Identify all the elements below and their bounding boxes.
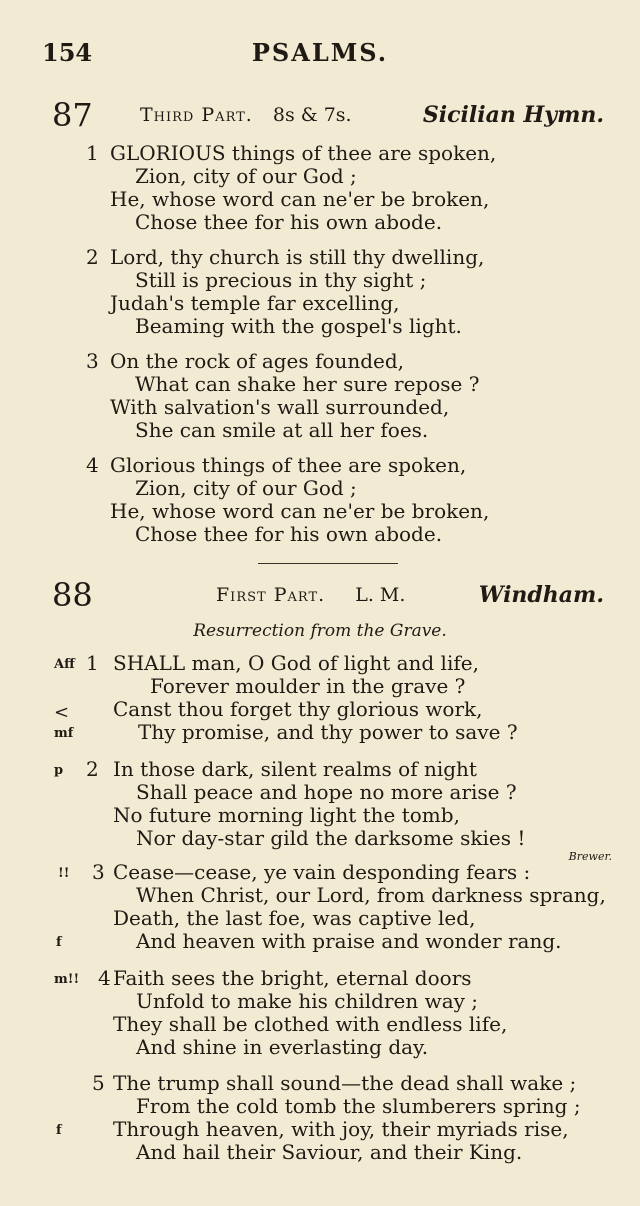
dynamic-mark: !! bbox=[58, 866, 70, 881]
page-title: PSALMS. bbox=[251, 38, 389, 67]
verse-line: He, whose word can ne'er be broken, bbox=[110, 187, 490, 211]
verse-line: Glorious things of thee are spoken, bbox=[110, 453, 467, 477]
dynamic-mark: f bbox=[56, 1123, 62, 1138]
dynamic-mark: m!! bbox=[54, 972, 80, 987]
verse-line: SHALL man, O God of light and life, bbox=[113, 651, 479, 675]
verse-line: Cease—cease, ye vain desponding fears : bbox=[113, 860, 531, 884]
verse-line: They shall be clothed with endless life, bbox=[113, 1012, 508, 1036]
hymn-87-heading bbox=[140, 104, 604, 126]
hymn-88-subtitle: Resurrection from the Grave. bbox=[193, 621, 447, 641]
verse-number: 4 bbox=[86, 453, 99, 477]
verse-line: What can shake her sure repose ? bbox=[135, 372, 480, 396]
hymn-87-tune: Sicilian Hymn. bbox=[422, 102, 604, 128]
verse-line: Unfold to make his children way ; bbox=[136, 989, 479, 1013]
verse-line: Beaming with the gospel's light. bbox=[135, 314, 462, 338]
verse-number: 2 bbox=[86, 757, 99, 781]
verse-line: Nor day-star gild the darksome skies ! bbox=[136, 826, 526, 850]
hymn-88-tune: Windham. bbox=[478, 582, 604, 608]
verse-number: 1 bbox=[86, 651, 99, 675]
tune-credit: Brewer. bbox=[568, 850, 612, 863]
dynamic-mark: Aff bbox=[54, 657, 75, 672]
verse-line: He, whose word can ne'er be broken, bbox=[110, 499, 490, 523]
verse-line: Judah's temple far excelling, bbox=[110, 291, 400, 315]
verse-number: 3 bbox=[92, 860, 105, 884]
verse-line: Chose thee for his own abode. bbox=[135, 210, 443, 234]
verse-line: Shall peace and hope no more arise ? bbox=[136, 780, 517, 804]
verse-line: No future morning light the tomb, bbox=[113, 803, 460, 827]
verse-line: And hail their Saviour, and their King. bbox=[136, 1140, 523, 1164]
section-divider bbox=[258, 563, 398, 564]
hymn-88-part: First Part. bbox=[216, 584, 326, 606]
verse-number: 1 bbox=[86, 141, 99, 165]
hymn-88-number: 88 bbox=[52, 576, 93, 614]
dynamic-mark: < bbox=[54, 702, 70, 723]
verse-line: The trump shall sound—the dead shall wake ; bbox=[113, 1071, 577, 1095]
page-number: 154 bbox=[42, 38, 93, 67]
verse-line: She can smile at all her foes. bbox=[135, 418, 429, 442]
hymn-88-heading bbox=[140, 584, 604, 606]
verse-line: Zion, city of our God ; bbox=[135, 164, 357, 188]
verse-line: Still is precious in thy sight ; bbox=[135, 268, 427, 292]
verse-number: 3 bbox=[86, 349, 99, 373]
verse-line: From the cold tomb the slumberers spring ; bbox=[136, 1094, 581, 1118]
dynamic-mark: p bbox=[54, 763, 64, 778]
verse-number: 5 bbox=[92, 1071, 105, 1095]
verse-line: GLORIOUS things of thee are spoken, bbox=[110, 141, 497, 165]
verse-line: Faith sees the bright, eternal doors bbox=[113, 966, 472, 990]
verse-line: In those dark, silent realms of night bbox=[113, 757, 477, 781]
verse-line: Chose thee for his own abode. bbox=[135, 522, 443, 546]
verse-line: When Christ, our Lord, from darkness sprang, bbox=[136, 883, 606, 907]
verse-line: And heaven with praise and wonder rang. bbox=[136, 929, 562, 953]
verse-line: Zion, city of our God ; bbox=[135, 476, 357, 500]
verse-line: And shine in everlasting day. bbox=[136, 1035, 429, 1059]
verse-line: With salvation's wall surrounded, bbox=[110, 395, 450, 419]
verse-line: Death, the last foe, was captive led, bbox=[113, 906, 476, 930]
dynamic-mark: f bbox=[56, 935, 62, 950]
verse-line: Through heaven, with joy, their myriads rise, bbox=[113, 1117, 569, 1141]
verse-line: On the rock of ages founded, bbox=[110, 349, 405, 373]
hymn-88-meter: L. M. bbox=[355, 584, 406, 606]
hymn-87-number: 87 bbox=[52, 96, 93, 134]
verse-number: 4 bbox=[98, 966, 111, 990]
hymn-87-part: Third Part. bbox=[140, 104, 253, 126]
verse-line: Thy promise, and thy power to save ? bbox=[138, 720, 518, 744]
dynamic-mark: mf bbox=[54, 726, 74, 741]
verse-line: Canst thou forget thy glorious work, bbox=[113, 697, 483, 721]
verse-line: Forever moulder in the grave ? bbox=[150, 674, 466, 698]
verse-line: Lord, thy church is still thy dwelling, bbox=[110, 245, 485, 269]
verse-number: 2 bbox=[86, 245, 99, 269]
hymn-87-meter: 8s & 7s. bbox=[272, 104, 352, 126]
